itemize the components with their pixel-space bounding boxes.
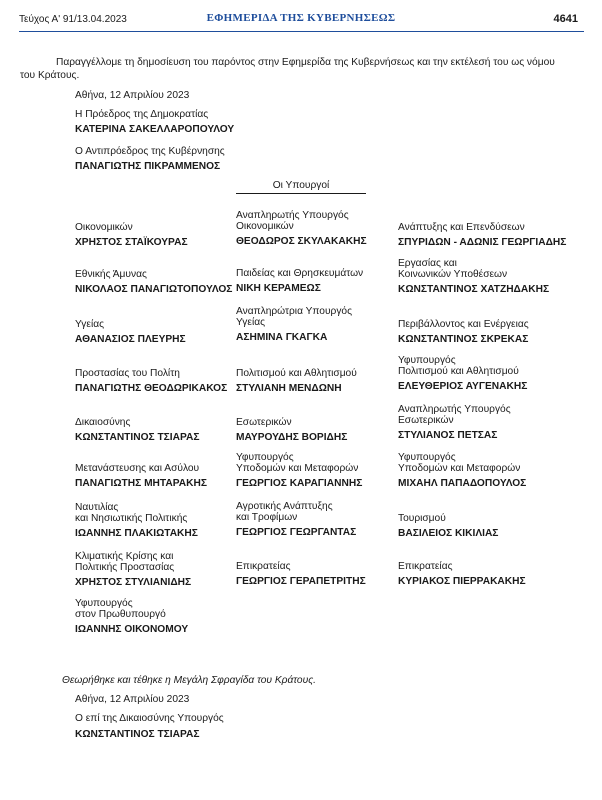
- minister-role: Υφυπουργός: [75, 598, 133, 609]
- minister-role: Εσωτερικών: [236, 417, 292, 428]
- president-title: Η Πρόεδρος της Δημοκρατίας: [75, 109, 209, 120]
- minister-name: ΚΥΡΙΑΚΟΣ ΠΙΕΡΡΑΚΑΚΗΣ: [398, 576, 526, 587]
- minister-name: ΝΙΚΗ ΚΕΡΑΜΕΩΣ: [236, 283, 321, 294]
- minister-role: Επικρατείας: [236, 561, 291, 572]
- minister-role: Υγείας: [236, 317, 266, 328]
- minister-role: Πολιτικής Προστασίας: [75, 562, 175, 573]
- seal-title: Ο επί της Δικαιοσύνης Υπουργός: [75, 713, 224, 724]
- minister-name: ΚΩΝΣΤΑΝΤΙΝΟΣ ΣΚΡΕΚΑΣ: [398, 334, 529, 345]
- minister-name: ΙΩΑΝΝΗΣ ΠΛΑΚΙΩΤΑΚΗΣ: [75, 528, 198, 539]
- minister-role: Τουρισμού: [398, 513, 446, 524]
- minister-name: ΓΕΩΡΓΙΟΣ ΓΕΡΑΠΕΤΡΙΤΗΣ: [236, 576, 366, 587]
- minister-role: Υφυπουργός: [398, 452, 456, 463]
- minister-name: ΓΕΩΡΓΙΟΣ ΚΑΡΑΓΙΑΝΝΗΣ: [236, 478, 363, 489]
- minister-role: Αναπληρωτής Υπουργός: [236, 210, 349, 221]
- header-rule: [19, 31, 584, 32]
- minister-role: Παιδείας και Θρησκευμάτων: [236, 268, 364, 279]
- issue-label: Τεύχος Α' 91/13.04.2023: [19, 14, 127, 25]
- minister-role: Πολιτισμού και Αθλητισμού: [398, 366, 519, 377]
- minister-role: Αγροτικής Ανάπτυξης: [236, 501, 333, 512]
- vp-name: ΠΑΝΑΓΙΩΤΗΣ ΠΙΚΡΑΜΜΕΝΟΣ: [75, 161, 221, 172]
- minister-role: Οικονομικών: [75, 222, 133, 233]
- minister-role: Επικρατείας: [398, 561, 453, 572]
- minister-role: Αναπληρωτής Υπουργός: [398, 404, 511, 415]
- seal-statement: Θεωρήθηκε και τέθηκε η Μεγάλη Σφραγίδα του Κράτους.: [62, 675, 316, 686]
- minister-role: Υφυπουργός: [236, 452, 294, 463]
- minister-name: ΜΙΧΑΗΛ ΠΑΠΑΔΟΠΟΥΛΟΣ: [398, 478, 527, 489]
- minister-role: Υποδομών και Μεταφορών: [398, 463, 521, 474]
- minister-name: ΒΑΣΙΛΕΙΟΣ ΚΙΚΙΛΙΑΣ: [398, 528, 499, 539]
- minister-role: Προστασίας του Πολίτη: [75, 368, 180, 379]
- minister-name: ΙΩΑΝΝΗΣ ΟΙΚΟΝΟΜΟΥ: [75, 624, 189, 635]
- minister-role: Κλιματικής Κρίσης και: [75, 551, 174, 562]
- vp-title: Ο Αντιπρόεδρος της Κυβέρνησης: [75, 146, 225, 157]
- minister-role: Ναυτιλίας: [75, 502, 119, 513]
- minister-role: Οικονομικών: [236, 221, 294, 232]
- minister-role: Εσωτερικών: [398, 415, 454, 426]
- page-number: 4641: [553, 13, 578, 25]
- page-header: [0, 12, 602, 28]
- minister-role: στον Πρωθυπουργό: [75, 609, 166, 620]
- minister-name: ΕΛΕΥΘΕΡΙΟΣ ΑΥΓΕΝΑΚΗΣ: [398, 381, 528, 392]
- minister-role: Υποδομών και Μεταφορών: [236, 463, 359, 474]
- minister-name: ΣΤΥΛΙΑΝΗ ΜΕΝΔΩΝΗ: [236, 383, 342, 394]
- minister-role: Ανάπτυξης και Επενδύσεων: [398, 222, 525, 233]
- minister-name: ΜΑΥΡΟΥΔΗΣ ΒΟΡΙΔΗΣ: [236, 432, 348, 443]
- seal-place-date: Αθήνα, 12 Απριλίου 2023: [75, 694, 190, 705]
- gazette-title: ΕΦΗΜΕΡΙΔΑ ΤΗΣ ΚΥΒΕΡΝΗΣΕΩΣ: [206, 12, 396, 24]
- minister-role: και Νησιωτικής Πολιτικής: [75, 513, 188, 524]
- minister-role: Υγείας: [75, 319, 105, 330]
- minister-role: Περιβάλλοντος και Ενέργειας: [398, 319, 529, 330]
- place-date: Αθήνα, 12 Απριλίου 2023: [75, 90, 190, 101]
- minister-name: ΑΘΑΝΑΣΙΟΣ ΠΛΕΥΡΗΣ: [75, 334, 186, 345]
- minister-name: ΘΕΟΔΩΡΟΣ ΣΚΥΛΑΚΑΚΗΣ: [236, 236, 367, 247]
- minister-name: ΚΩΝΣΤΑΝΤΙΝΟΣ ΤΣΙΑΡΑΣ: [75, 432, 200, 443]
- minister-role: Πολιτισμού και Αθλητισμού: [236, 368, 357, 379]
- intro-line-1: Παραγγέλλομε τη δημοσίευση του παρόντος στην Εφημερίδα της Κυβερνήσεως και την εκτέλεσή του ως νόμου: [56, 57, 555, 68]
- minister-name: ΧΡΗΣΤΟΣ ΣΤΥΛΙΑΝΙΔΗΣ: [75, 577, 192, 588]
- intro-line-2: του Κράτους.: [20, 70, 80, 81]
- minister-role: Μετανάστευσης και Ασύλου: [75, 463, 200, 474]
- minister-name: ΝΙΚΟΛΑΟΣ ΠΑΝΑΓΙΩΤΟΠΟΥΛΟΣ: [75, 284, 233, 295]
- minister-role: Δικαιοσύνης: [75, 417, 131, 428]
- minister-name: ΚΩΝΣΤΑΝΤΙΝΟΣ ΧΑΤΖΗΔΑΚΗΣ: [398, 284, 550, 295]
- minister-role: Εργασίας και: [398, 258, 457, 269]
- minister-name: ΧΡΗΣΤΟΣ ΣΤΑΪΚΟΥΡΑΣ: [75, 237, 188, 248]
- minister-role: και Τροφίμων: [236, 512, 298, 523]
- ministers-heading: Οι Υπουργοί: [236, 180, 366, 194]
- minister-role: Εθνικής Άμυνας: [75, 269, 147, 280]
- minister-name: ΑΣΗΜΙΝΑ ΓΚΑΓΚΑ: [236, 332, 328, 343]
- minister-role: Κοινωνικών Υποθέσεων: [398, 269, 508, 280]
- minister-name: ΣΤΥΛΙΑΝΟΣ ΠΕΤΣΑΣ: [398, 430, 498, 441]
- intro-paragraph: [20, 56, 576, 82]
- minister-role: Αναπληρώτρια Υπουργός: [236, 306, 352, 317]
- minister-name: ΠΑΝΑΓΙΩΤΗΣ ΜΗΤΑΡΑΚΗΣ: [75, 478, 207, 489]
- seal-name: ΚΩΝΣΤΑΝΤΙΝΟΣ ΤΣΙΑΡΑΣ: [75, 729, 200, 740]
- minister-name: ΠΑΝΑΓΙΩΤΗΣ ΘΕΟΔΩΡΙΚΑΚΟΣ: [75, 383, 228, 394]
- minister-name: ΓΕΩΡΓΙΟΣ ΓΕΩΡΓΑΝΤΑΣ: [236, 527, 357, 538]
- president-name: ΚΑΤΕΡΙΝΑ ΣΑΚΕΛΛΑΡΟΠΟΥΛΟΥ: [75, 124, 235, 135]
- minister-role: Υφυπουργός: [398, 355, 456, 366]
- minister-name: ΣΠΥΡΙΔΩΝ - ΑΔΩΝΙΣ ΓΕΩΡΓΙΑΔΗΣ: [398, 237, 567, 248]
